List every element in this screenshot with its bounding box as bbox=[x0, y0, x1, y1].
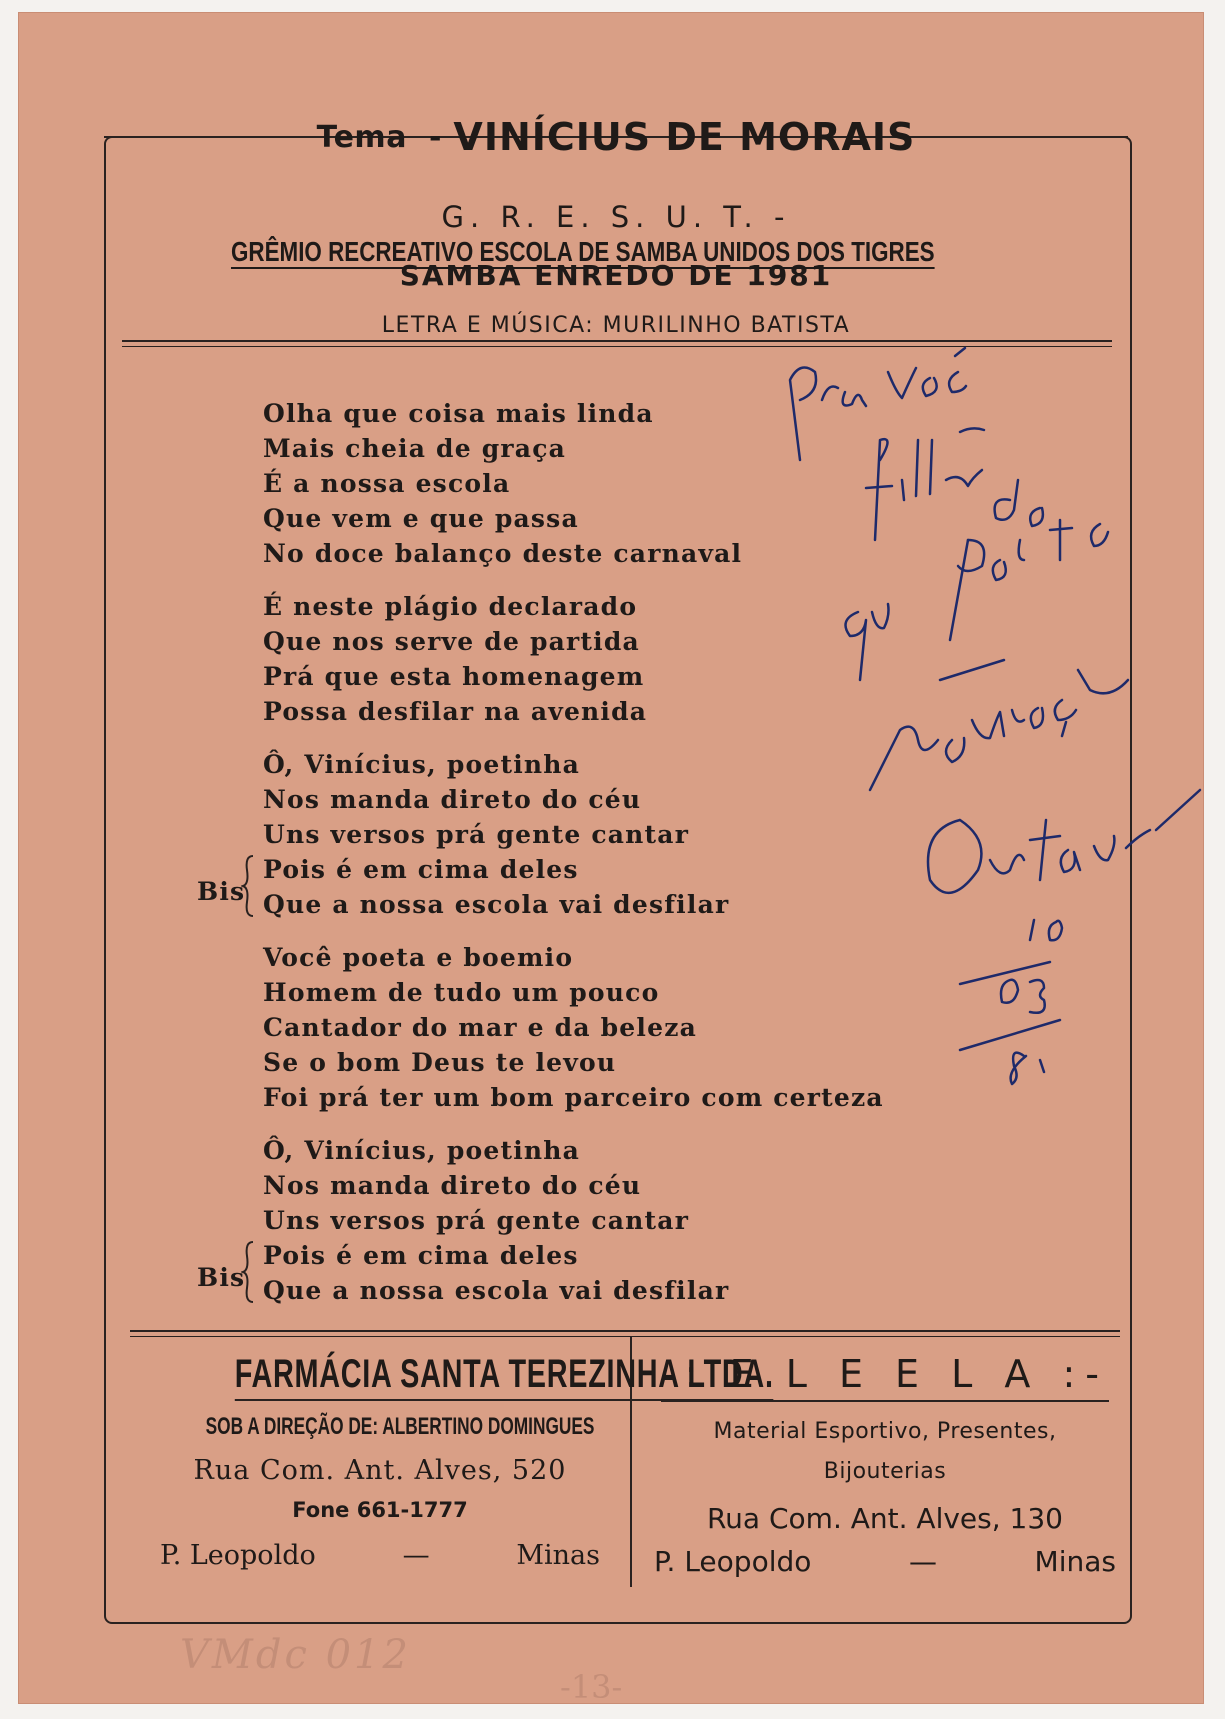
stanza-2 bbox=[263, 589, 884, 729]
footer-divider bbox=[130, 1330, 1120, 1337]
theme-name: VINÍCIUS DE MORAIS bbox=[453, 115, 916, 159]
ad-pharmacy bbox=[130, 1352, 774, 1571]
stanza-4 bbox=[263, 940, 884, 1115]
lyric-line: Ô, Vinícius, poetinha bbox=[263, 750, 581, 779]
lyric-line: É a nossa escola bbox=[263, 469, 511, 498]
pharmacy-address: Rua Com. Ant. Alves, 520 bbox=[193, 1455, 567, 1486]
lyric-line: Que vem e que passa bbox=[263, 504, 579, 533]
theme-label: Tema bbox=[316, 119, 407, 155]
pharmacy-name: FARMÁCIA SANTA TEREZINHA LTDA. bbox=[235, 1352, 774, 1401]
lyric-line: Pois é em cima deles bbox=[263, 1241, 579, 1270]
header-divider bbox=[122, 340, 1112, 347]
school-full-name: GRÊMIO RECREATIVO ESCOLA DE SAMBA UNIDOS DOS TIGRES bbox=[231, 236, 935, 267]
samba-title: SAMBA ENREDO DE 1981 bbox=[399, 259, 833, 292]
goods-line: Bijouterias bbox=[823, 1459, 947, 1484]
store-city bbox=[650, 1545, 1120, 1578]
lyric-line: Uns versos prá gente cantar bbox=[263, 820, 690, 849]
brace-icon bbox=[241, 1240, 255, 1304]
author-credit: LETRA E MÚSICA: MURILINHO BATISTA bbox=[381, 313, 851, 338]
lyric-line: Cantador do mar e da beleza bbox=[263, 1013, 698, 1042]
lyrics bbox=[197, 396, 884, 1326]
lyric-line: Pois é em cima deles bbox=[263, 855, 579, 884]
state-name: Minas bbox=[1034, 1545, 1116, 1578]
store-address: Rua Com. Ant. Alves, 130 bbox=[706, 1502, 1063, 1535]
store-name: -: E L E E L A :- bbox=[661, 1352, 1109, 1402]
goods-line: Material Esportivo, Presentes, bbox=[713, 1419, 1057, 1444]
lyric-line: É neste plágio declarado bbox=[263, 592, 638, 621]
brace-icon bbox=[241, 854, 255, 918]
lyric-line: Homem de tudo um pouco bbox=[263, 978, 660, 1007]
theme-rule-right bbox=[927, 136, 1128, 138]
school-line bbox=[104, 200, 1128, 268]
lyric-line: Que nos serve de partida bbox=[263, 627, 640, 656]
city-name: P. Leopoldo bbox=[654, 1545, 812, 1578]
lyric-line: Você poeta e boemio bbox=[263, 943, 574, 972]
city-separator: — bbox=[908, 1545, 937, 1578]
lyric-line: Prá que esta homenagem bbox=[263, 662, 645, 691]
pharmacy-phone: Fone 661-1777 bbox=[292, 1498, 468, 1522]
state-name: Minas bbox=[516, 1540, 600, 1571]
theme-dash: - bbox=[428, 119, 442, 155]
page-number: -13- bbox=[560, 1668, 623, 1706]
bis-label: Bis bbox=[197, 877, 246, 906]
theme-header bbox=[104, 112, 1128, 162]
lyric-line: Uns versos prá gente cantar bbox=[263, 1206, 690, 1235]
bis-block-2 bbox=[197, 1238, 884, 1308]
lyric-line: Nos manda direto do céu bbox=[263, 785, 642, 814]
lyric-line: Que a nossa escola vai desfilar bbox=[263, 890, 730, 919]
city-separator: — bbox=[402, 1540, 430, 1571]
lyric-line: Que a nossa escola vai desfilar bbox=[263, 1276, 730, 1305]
bis-label: Bis bbox=[197, 1263, 246, 1292]
lyric-line: Se o bom Deus te levou bbox=[263, 1048, 617, 1077]
city-name: P. Leopoldo bbox=[160, 1540, 316, 1571]
lyric-line: Olha que coisa mais linda bbox=[263, 399, 654, 428]
lyric-line: Possa desfilar na avenida bbox=[263, 697, 648, 726]
archive-stamp: VMdc 012 bbox=[180, 1632, 411, 1678]
lyric-line: No doce balanço deste carnaval bbox=[263, 539, 743, 568]
stanza-3 bbox=[197, 747, 884, 922]
theme-rule-left bbox=[104, 136, 305, 138]
stanza-1 bbox=[263, 396, 884, 571]
lyric-line: Ô, Vinícius, poetinha bbox=[263, 1136, 581, 1165]
lyric-line: Nos manda direto do céu bbox=[263, 1171, 642, 1200]
pharmacy-management: SOB A DIREÇÃO DE: ALBERTINO DOMINGUES bbox=[205, 1413, 595, 1440]
stanza-5 bbox=[197, 1133, 884, 1308]
lyric-line: Mais cheia de graça bbox=[263, 434, 567, 463]
pharmacy-city bbox=[130, 1540, 630, 1571]
bis-block-1 bbox=[197, 852, 884, 922]
lyric-line: Foi prá ter um bom parceiro com certeza bbox=[263, 1083, 884, 1112]
store-goods bbox=[650, 1412, 1120, 1492]
ad-ele-ela bbox=[650, 1352, 1120, 1578]
school-abbreviation: G. R. E. S. U. T. - bbox=[441, 200, 791, 234]
